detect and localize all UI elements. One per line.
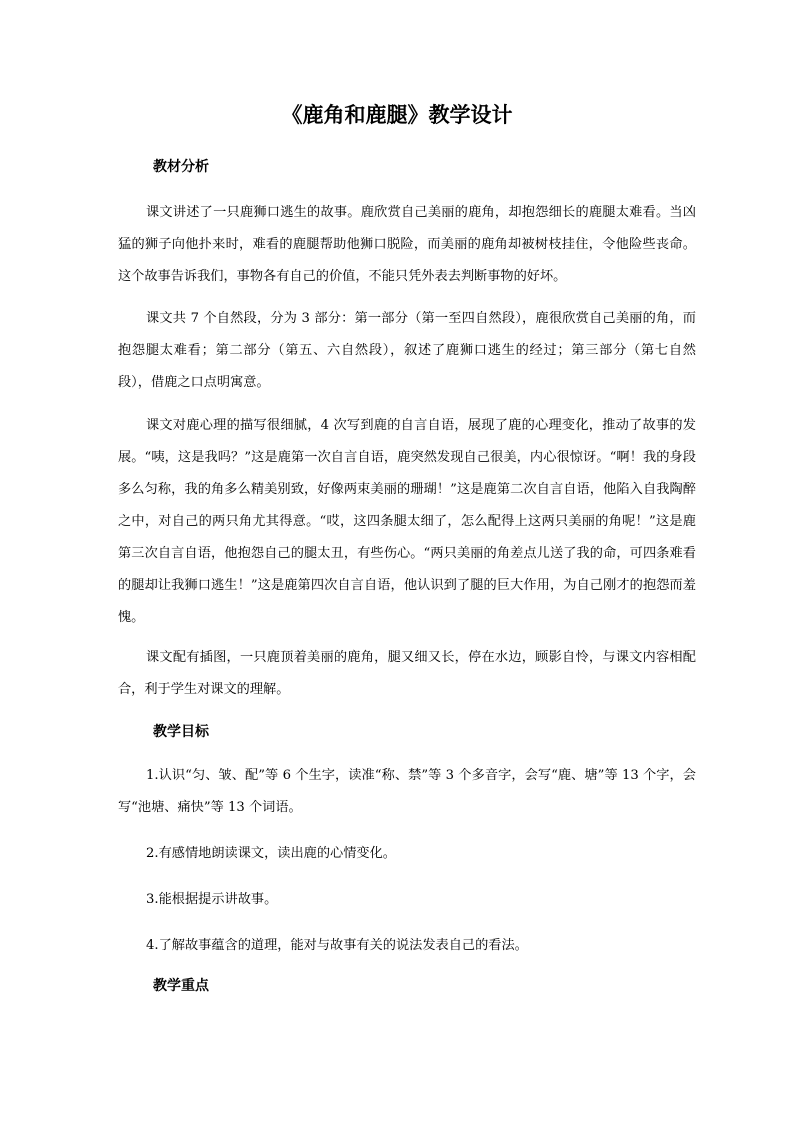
section-heading-analysis: 教材分析 bbox=[153, 159, 209, 175]
paragraph: 2.有感情地朗读课文，读出鹿的心情变化。 bbox=[146, 846, 396, 861]
paragraph: 课文共 7 个自然段，分为 3 部分：第一部分（第一至四自然段），鹿很欣赏自己美丽的角，而抱怨腿太难看；第二部分（第五、六自然段），叙述了鹿狮口逃生的经过；第三部分（第七自然段），借鹿之口点明寓意。 bbox=[118, 311, 696, 390]
paragraph: 课文配有插图，一只鹿顶着美丽的鹿角，腿又细又长，停在水边，顾影自怜，与课文内容相配合，利于学生对课文的理解。 bbox=[118, 650, 696, 697]
paragraph: 1.认识“匀、皱、配”等 6 个生字，读准“称、禁”等 3 个多音字，会写“鹿、塘”等 13 个字，会写“池塘、痛快”等 13 个词语。 bbox=[118, 768, 696, 815]
document-title: 《鹿角和鹿腿》教学设计 bbox=[281, 103, 513, 127]
section-heading-key-points: 教学重点 bbox=[153, 978, 209, 994]
paragraph: 课文讲述了一只鹿狮口逃生的故事。鹿欣赏自己美丽的鹿角，却抱怨细长的鹿腿太难看。当凶猛的狮子向他扑来时，难看的鹿腿帮助他狮口脱险，而美丽的鹿角却被树枝挂住，令他险些丧命。这个故事告诉我们，事物各有自己的价值，不能只凭外表去判断事物的好坏。 bbox=[118, 205, 696, 284]
paragraph: 3.能根据提示讲故事。 bbox=[146, 892, 278, 907]
paragraph: 课文对鹿心理的描写很细腻，4 次写到鹿的自言自语，展现了鹿的心理变化，推动了故事的发展。“咦，这是我吗？”这是鹿第一次自言自语，鹿突然发现自己很美，内心很惊讶。“啊！我的身段多么匀称，我的角多么精美别致，好像两束美丽的珊瑚！”这是鹿第二次自言自语，他陷入自我陶醉之中，对自己的两只角尤其得意。“哎，这四条腿太细了，怎么配得上这两只美丽的角呢！”这是鹿第三次自言自语，他抱怨自己的腿太丑，有些伤心。“两只美丽的角差点儿送了我的命，可四条难看的腿却让我狮口逃生！”这是鹿第四次自言自语，他认识到了腿的巨大作用，为自己刚才的抱怨而羞愧。 bbox=[118, 418, 696, 625]
paragraph: 4.了解故事蕴含的道理，能对与故事有关的说法发表自己的看法。 bbox=[146, 938, 528, 953]
section-heading-goals: 教学目标 bbox=[153, 724, 209, 740]
